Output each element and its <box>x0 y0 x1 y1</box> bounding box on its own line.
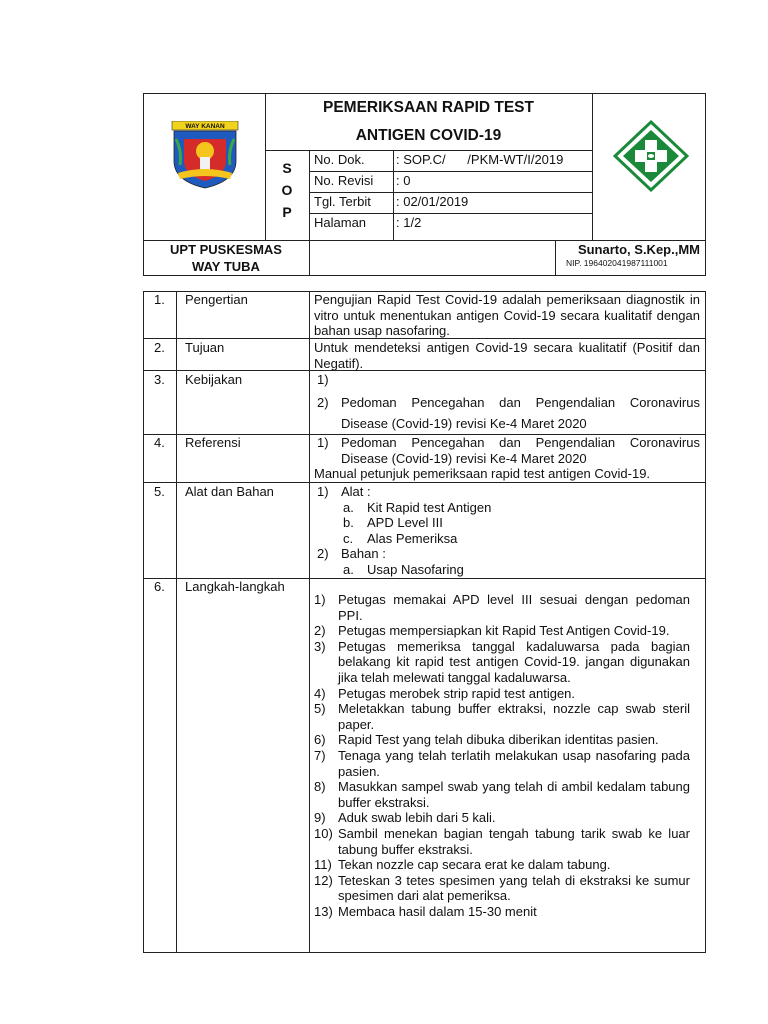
step-number: 6) <box>314 732 326 748</box>
reference-item-1-text: Pedoman Pencegahan dan Pengendalian Coronavirus Disease (Covid-19) revisi Ke-4 Maret 2020 <box>341 435 700 466</box>
step-number: 13) <box>314 903 333 919</box>
sop-letter-s: S <box>282 160 292 176</box>
row-1-number: 1. <box>154 292 165 307</box>
row-3-label: Kebijakan <box>185 372 243 387</box>
document-title-line2: ANTIGEN COVID-19 <box>355 127 502 144</box>
puskesmas-logo <box>613 120 689 192</box>
alat-sub-a: Kit Rapid test Antigen <box>367 499 492 515</box>
doc-label-no-revisi: No. Revisi <box>314 173 374 188</box>
row-6-number: 6. <box>154 579 165 594</box>
doc-label-halaman: Halaman <box>314 215 367 230</box>
signer-nip: NIP. 196402041987111001 <box>566 258 668 268</box>
alat-sub-b: APD Level III <box>367 515 443 531</box>
row-6-label: Langkah-langkah <box>185 579 285 594</box>
sop-letter-p: P <box>282 204 292 220</box>
steps-list <box>314 592 690 919</box>
step-number: 12) <box>314 872 333 888</box>
step-item <box>314 826 690 857</box>
step-item <box>314 873 690 904</box>
step-text: Petugas mempersiapkan kit Rapid Test Antigen Covid-19. <box>338 623 670 639</box>
row-5-number: 5. <box>154 484 165 499</box>
row-4-number: 4. <box>154 435 165 450</box>
doc-value-tgl-terbit: : 02/01/2019 <box>396 194 469 209</box>
step-text: Rapid Test yang telah dibuka diberikan identitas pasien. <box>338 732 659 748</box>
policy-item-2-number: 2) <box>317 395 329 410</box>
emblem-label: WAY KANAN <box>185 123 225 131</box>
bahan-sub-a-number: a. <box>343 561 354 577</box>
step-item <box>314 904 690 920</box>
step-text: Tenaga yang telah terlatih melakukan usap nasofaring pada pasien. <box>338 747 690 779</box>
alat-sub-a-number: a. <box>343 499 354 515</box>
alat-number: 1) <box>317 484 329 499</box>
step-number: 4) <box>314 685 326 701</box>
step-text: Aduk swab lebih dari 5 kali. <box>338 810 496 826</box>
materials-list <box>317 484 700 578</box>
document-title-line1: PEMERIKSAAN RAPID TEST <box>323 99 534 116</box>
step-text: Teteskan 3 tetes spesimen yang telah di ekstraksi ke sumur spesimen dari alat pemeriksa. <box>338 872 690 904</box>
org-name-line1: UPT PUSKESMAS <box>170 242 282 257</box>
step-item <box>314 748 690 779</box>
org-name-line2: WAY TUBA <box>192 259 260 274</box>
doc-label-no-dok: No. Dok. <box>314 152 365 167</box>
step-item <box>314 810 690 826</box>
step-number: 2) <box>314 623 326 639</box>
policy-item-2 <box>317 392 700 434</box>
step-text: Petugas memakai APD level III sesuai dengan pedoman PPI. <box>338 592 690 623</box>
step-text: Petugas merobek strip rapid test antigen. <box>338 685 576 701</box>
step-item <box>314 732 690 748</box>
step-text: Sambil menekan bagian tengah tabung tarik swab ke luar tabung buffer ekstraksi. <box>338 825 690 857</box>
step-number: 3) <box>314 638 326 654</box>
alat-sub-b-number: b. <box>343 515 354 531</box>
step-item <box>314 639 690 686</box>
row-5-label: Alat dan Bahan <box>185 484 274 499</box>
step-text: Masukkan sampel swab yang telah di ambil kedalam tabung buffer ekstraksi. <box>338 779 690 810</box>
step-number: 10) <box>314 825 333 841</box>
sop-letter-o: O <box>281 182 293 198</box>
bahan-number: 2) <box>317 546 329 562</box>
row-2-text: Untuk mendeteksi antigen Covid-19 secara kualitatif (Positif dan Negatif). <box>314 340 700 371</box>
row-2-number: 2. <box>154 340 165 355</box>
row-1-text: Pengujian Rapid Test Covid-19 adalah pemeriksaan diagnostik in vitro untuk menentukan antigen Covid-19 secara kualitatif dengan bahan usap nasofaring. <box>314 292 700 339</box>
step-number: 9) <box>314 810 326 826</box>
step-item <box>314 779 690 810</box>
step-item <box>314 701 690 732</box>
policy-item-2-text: Pedoman Pencegahan dan Pengendalian Coronavirus Disease (Covid-19) revisi Ke-4 Maret 2020 <box>341 395 700 431</box>
step-item <box>314 623 690 639</box>
way-kanan-emblem <box>170 121 240 189</box>
step-item <box>314 686 690 702</box>
alat-heading: Alat : <box>341 484 371 499</box>
signer-name: Sunarto, S.Kep.,MM <box>577 242 700 257</box>
doc-value-no-revisi: : 0 <box>396 173 411 188</box>
step-text: Petugas memeriksa tanggal kadaluwarsa pada bagian belakang kit rapid test antigen Covid-19. jangan digunakan jika telah melewati tanggal kadaluwarsa. <box>338 638 690 685</box>
row-4-label: Referensi <box>185 435 241 450</box>
bahan-sub-a: Usap Nasofaring <box>367 561 464 577</box>
doc-value-halaman: : 1/2 <box>396 215 422 230</box>
step-number: 11) <box>314 857 332 873</box>
step-text: Tekan nozzle cap secara erat ke dalam tabung. <box>338 857 611 873</box>
step-item <box>314 857 690 873</box>
doc-value-no-dok: : SOP.C/ /PKM-WT/I/2019 <box>396 152 564 167</box>
alat-sub-c-number: c. <box>343 530 354 546</box>
step-number: 8) <box>314 779 326 795</box>
row-3-number: 3. <box>154 372 165 387</box>
row-2-label: Tujuan <box>185 340 225 355</box>
step-number: 7) <box>314 747 326 763</box>
bahan-heading: Bahan : <box>341 546 386 562</box>
reference-list <box>317 435 700 466</box>
step-number: 5) <box>314 701 326 717</box>
step-item <box>314 592 690 623</box>
step-text: Membaca hasil dalam 15-30 menit <box>338 903 537 919</box>
alat-sub-c: Alas Pemeriksa <box>367 530 458 546</box>
step-text: Meletakkan tabung buffer ektraksi, nozzle cap swab steril paper. <box>338 701 690 732</box>
doc-label-tgl-terbit: Tgl. Terbit <box>314 194 371 209</box>
policy-item-1-number: 1) <box>317 372 329 387</box>
reference-item-1-number: 1) <box>317 435 329 450</box>
row-1-label: Pengertian <box>185 292 248 307</box>
reference-extra: Manual petunjuk pemeriksaan rapid test antigen Covid-19. <box>314 466 651 481</box>
step-number: 1) <box>314 592 326 607</box>
